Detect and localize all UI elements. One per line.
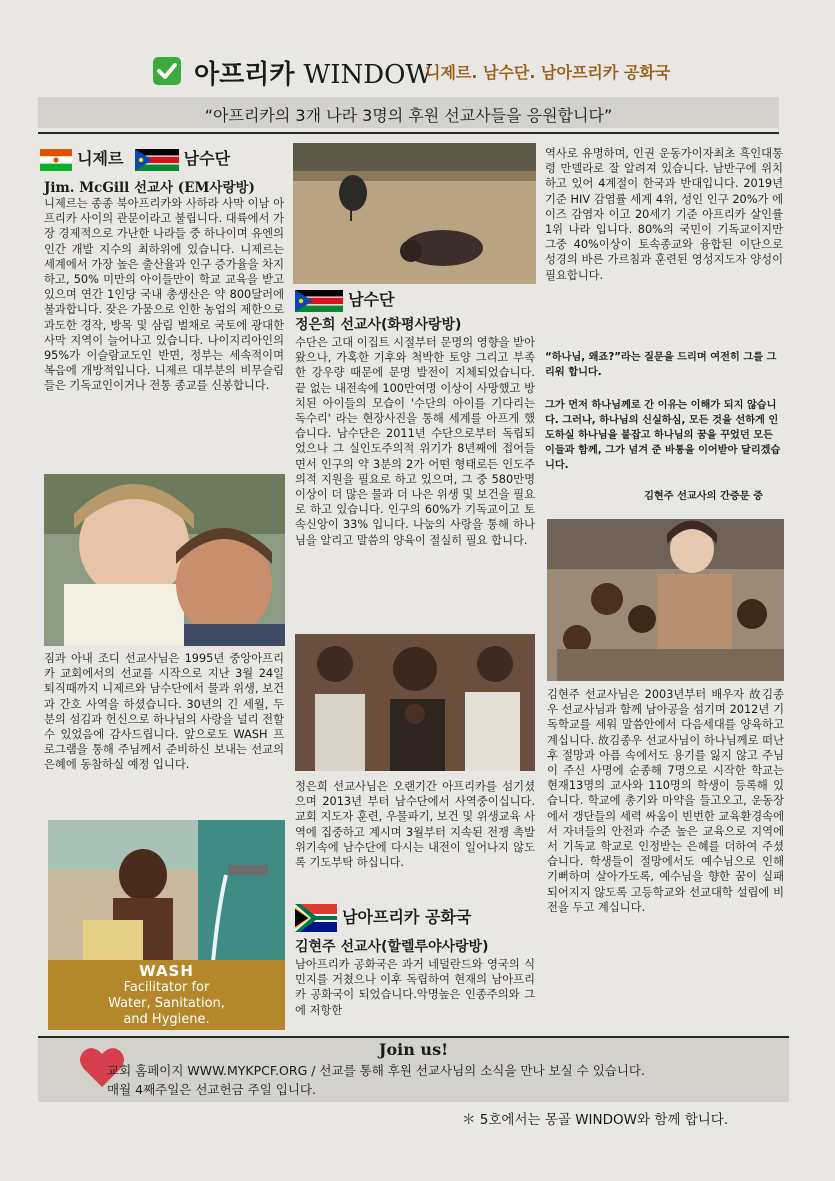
page-title [194,54,432,91]
south-sudan-article: 수단은 고대 이집트 시절부터 문명의 영향을 받아왔으나, 가혹한 기후와 척박한 토양 그리고 부족한 강우량 때문에 문명 발전이 지체되었습니다. 끝 없는 내전속에 100만여명 이상이 사망했고 방치된 아이들의 모습이 '수단의 아이를 기다리는 독수리' 라는 현장사진을 통해 세계를 아프게 했습니다. 남수단은 2011년 수단으로부터 독립되었으나 그 실인도주의적 위기가 8년째에 접어들면서 인구의 약 3분의 2가 어떤 형태로든 인도주의적 지원을 필요로 하고 있으며, 그 중 580만명 이상이 더 많은 물과 더 나은 위생 및 보건을 필요로 하고 있습니다. 인구의 60%가 기독교이고 토속신앙이 33% 입니다. 나눔의 사랑을 통해 하나님을 알리고 말씀의 양육이 절실히 필요 합니다. [295,336,535,547]
title-english: WINDOW [303,60,433,90]
south-sudan-flag-icon-2 [295,290,343,312]
wash-line1: Facilitator for [123,980,210,995]
wash-banner [48,960,285,1030]
country-list: 니제르. 남수단. 남아프리카 공화국 [425,63,671,82]
wash-line3: and Hygiene. [123,1012,210,1027]
mcgill-couple-photo [44,474,285,646]
niger-article: 니제르는 종종 북아프리카와 사하라 사막 이남 아프리카 사이의 관문이라고 불립니다. 대륙에서 가장 경제적으로 가난한 나라들 중 하나이며 유엔의 인간 개발 지수의 최하위에 있습니다. 니제르는 세계에서 가장 높은 출산율과 인구 증가율을 차지하고, 50% 미만의 아이들만이 학교 교육을 받고 있으며 연간 1인당 국내 총생산은 약 800달러에 불과합니다. 잦은 가뭄으로 인한 농업의 제한으로 과도한 경작, 방목 및 삼림 벌채로 국토에 광대한 사막 지역이 늘어나고 있습니다. 나이지리아인의 95%가 이슬람교도인 반면, 정부는 세속적이며 복음에 개방적입니다. 니제르 대부분의 비무슬림들은 기독교인이거나 전통 종교를 신봉합니다. [44,197,284,393]
testimony-quote-2: 그가 먼저 하나님께로 간 이유는 이해가 되지 않습니다. 그러나, 하나님의 신실하심, 모든 것을 선하게 인도하실 하나님을 붙잡고 하나님의 꿈을 꾸었던 모든 이들과 함께, 그가 넘겨 준 바통을 이어받아 달리겠습니다. [545,400,781,471]
mcgill-article: 짐과 아내 조디 선교사님은 1995년 중앙아프리카 교회에서의 선교를 시작으로 지난 3월 24일 퇴직때까지 니제르와 남수단에서 물과 위생, 보건과 간호 사역을 하셨습니다. 30년의 긴 세월, 두 분의 섬김과 헌신으로 하나님의 사랑을 널리 전할 수 있었음에 감사드립니다. 앞으로도 WASH 프로그램을 통해 주님께서 준비하신 보내는 선교의 은혜에 동참하실 예정 입니다. [44,652,284,772]
missionary-jung: 정은희 선교사(화평사랑방) [295,317,462,333]
south-africa-article: 남아프리카 공화국은 과거 네덜란드와 영국의 식민지를 거쳤으나 이후 독립하여 현재의 남아프리카 공화국이 되었습니다.악명높은 인종주의와 그에 저항한 [295,958,535,1017]
checkmark-icon [153,57,181,85]
vulture-child-photo [293,143,536,284]
wash-title: WASH [139,962,194,980]
south-sudan-label-2: 남수단 [348,290,395,309]
south-africa-flag-icon [295,904,337,932]
south-sudan-flag-icon [135,149,179,171]
praying-children-photo [295,634,535,771]
join-title: Join us! [378,1040,449,1059]
subtitle: “아프리카의 3개 나라 3명의 후원 선교사들을 응원합니다” [204,106,613,125]
south-africa-label: 남아프리카 공화국 [342,907,472,927]
header-divider [38,132,779,134]
missionary-kim: 김현주 선교사(할렐루야사랑방) [295,939,489,955]
testimony-quote-1: “하나님, 왜죠?”라는 질문을 드리며 여전히 그를 그리워 합니다. [545,352,777,378]
south-africa-article-cont: 역사로 유명하며, 인권 운동가이자최초 흑인대통령 만델라로 잘 알려져 있습니다. 남반구에 위치하고 있어 4계절이 한국과 반대입니다. 2019년 기준 HIV 감염률 세계 4위, 성인 인구 20%가 에이즈 감염자 이고 20세기 기준 아프리카 살인률1위 나라 입니다. 80%의 국민이 기독교이지만 그중 40%이상이 토속종교와 융합된 이단으로 성경의 바른 가르침과 훈련된 영성지도자 양성이 필요합니다. [545,147,783,282]
join-offering-line: 매월 4째주일은 선교헌금 주일 입니다. [107,1082,316,1097]
wash-child-photo [48,820,285,962]
niger-ssudan-heading [40,146,285,171]
niger-flag-icon [40,149,72,171]
south-sudan-label: 남수단 [183,149,231,168]
quote-source: 김현주 선교사의 간증문 중 [644,491,763,502]
title-korean: 아프리카 [194,60,295,90]
jung-article: 정은희 선교사님은 오랜기간 아프리카를 섬기셨으며 2013년 부터 남수단에서 사역중이십니다. 교회 지도자 훈련, 우물파기, 보건 및 위생교육 사역에 집중하고 계시며 3월부터 지속된 전쟁 촉발 위기속에 남수단에 다시는 내전이 일어나지 않도록 기도부탁 하십니다. [295,780,535,870]
niger-label: 니제르 [77,149,124,168]
south-africa-heading [295,904,536,932]
wash-line2: Water, Sanitation, [108,996,225,1011]
missionary-mcgill: Jim. McGill 선교사 (EM사랑방) [44,180,255,196]
south-sudan-heading [295,287,536,312]
footer-note: ＊ 5호에서는 몽골 WINDOW와 함께 합니다. [462,1112,729,1128]
join-homepage-line: 교회 홈페이지 WWW.MYKPCF.ORG / 선교를 통해 후원 선교사님의 소식을 만나 보실 수 있습니다. [107,1063,645,1078]
kim-article: 김현주 선교사님은 2003년부터 배우자 故김종우 선교사님과 함께 남아공을 섬기며 2012년 기독학교를 세워 말씀안에서 다음세대를 양육하고 계십니다. 故김종우 선교사님이 하나님께로 떠난 후 절망과 아픔 속에서도 용기를 잃지 않고 주님이 주신 사명에 순종해 7명으로 시작한 학교는 현재13명의 교사와 110명의 학생이 등록해 있습니다. 학교에 총기와 마약을 들고오고, 운동장에서 갱단들의 세력 싸움이 빈번한 교육환경속에서 자녀들의 안전과 수준 높은 교육으로 지역에서 기독교 학교로 인정받는 은혜를 더하여 주셨습니다. 학생들이 절망에서도 예수님으로 인해 기뻐하며 살아가도록, 예수님을 향한 꿈이 실패 되어지지 않도록 고등학교와 선교대학 설립에 비전을 두고 계십니다. [547,688,784,914]
kim-with-children-photo [547,519,784,681]
